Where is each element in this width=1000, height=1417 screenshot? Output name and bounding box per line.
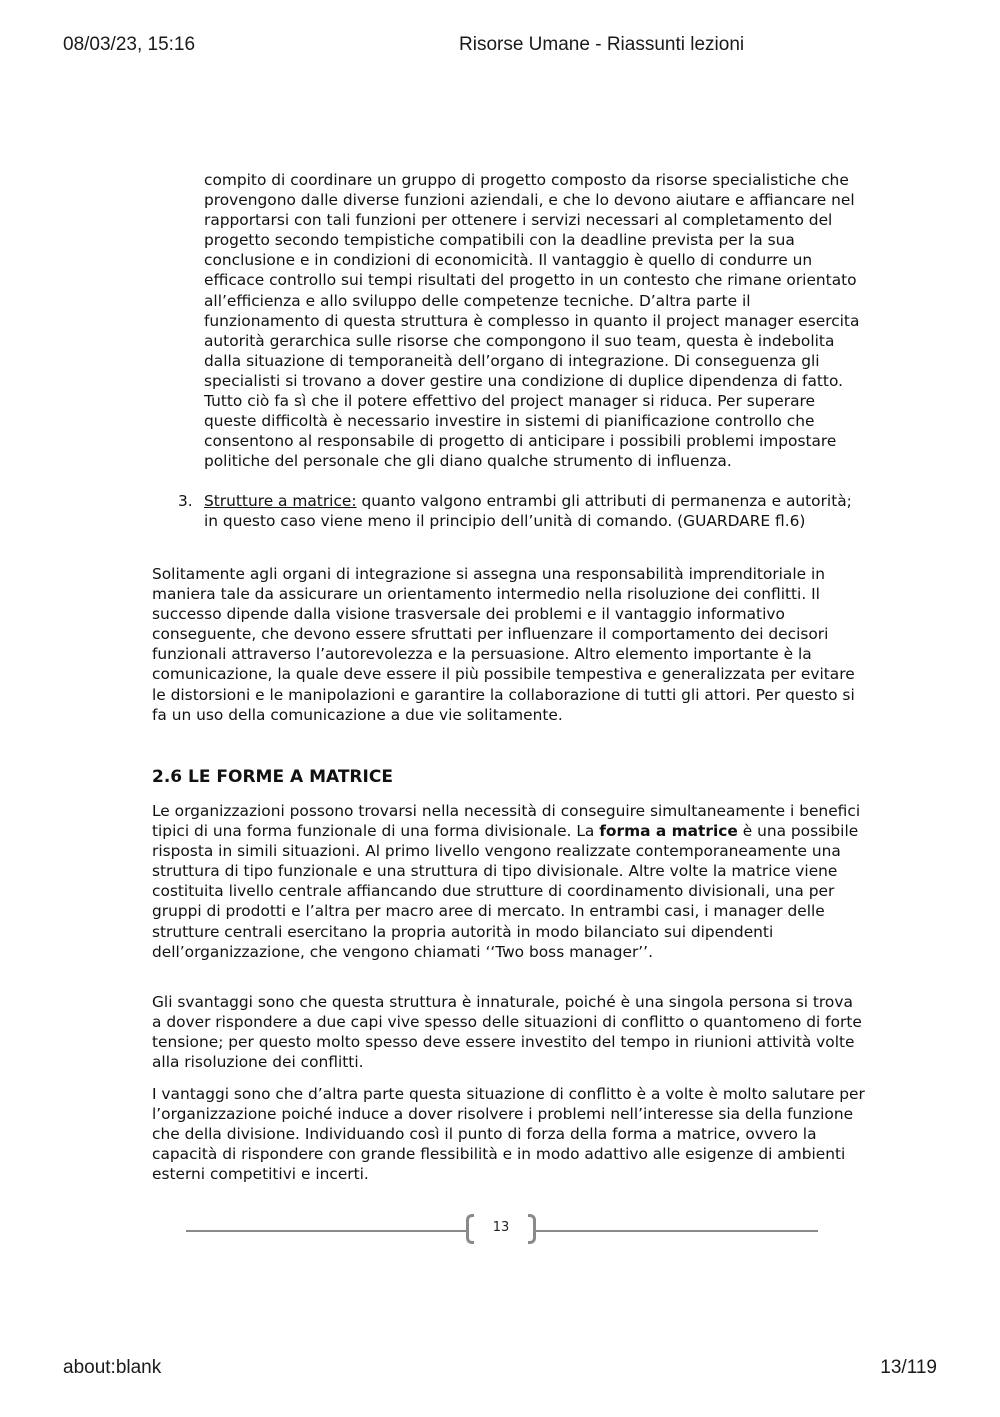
list-item-3-term: Strutture a matrice: — [204, 492, 357, 510]
print-header-datetime: 08/03/23, 15:16 — [63, 34, 196, 55]
paragraph-disadvantages — [152, 992, 867, 1072]
paragraph-matrix-text-start: Le organizzazioni possono trovarsi nella necessità di conseguire simultaneamente i benefici tipici di una forma funzionale di una forma divisionale. La — [152, 802, 861, 841]
print-header-title: Risorse Umane - Riassunti lezioni — [459, 34, 745, 55]
page-number: 13 — [492, 1220, 510, 1235]
list-item-2-text: compito di coordinare un gruppo di progetto composto da risorse specialistiche che provengono dalle diverse funzioni aziendali, e che lo devono aiutare e affiancare nel rapportarsi con tali funzioni per ottenere i servizi necessari al completamento del progetto secondo tempistiche compatibili con la deadline prevista per la sua conclusione e in condizioni di economicità. Il vantaggio è quello di condurre un efficace controllo sui tempi risultati del progetto in un contesto che rimane orientato all’efficienza e allo sviluppo delle competenze tecniche. D’altra parte il funzionamento di questa struttura è complesso in quanto il project manager esercita autorità gerarchica sulle risorse che compongono il suo team, questa è indebolita dalla situazione di temporaneità dell’organo di integrazione. Di conseguenza gli specialisti si trovano a dover gestire una condizione di duplice dipendenza di fatto. Tutto ciò fa sì che il potere effettivo del project manager si riduca. Per superare queste difficoltà è necessario investire in sistemi di pianificazione controllo che consentono al responsabile di progetto di anticipare i possibili problemi impostare politiche del personale che gli diano qualche strumento di influenza. — [204, 171, 860, 471]
paragraph-advantages — [152, 1084, 867, 1184]
section-heading: 2.6 LE FORME A MATRICE — [152, 767, 393, 787]
footer-rule-left — [186, 1230, 466, 1232]
paragraph-advantages-text: I vantaggi sono che d’altra parte questa situazione di conflitto è a volte è molto salutare per l’organizzazione poiché induce a dover risolvere i problemi nell’interesse sia della funzione che della divisione. Individuando così il punto di forza della forma a matrice, ovvero la capacità di rispondere con grande flessibilità e in modo adattivo alle esigenze di ambienti esterni competitivi e incerti. — [152, 1085, 865, 1184]
paragraph-matrix-text-end: è una possibile risposta in simili situazioni. Al primo livello vengono realizzate contemporaneamente una struttura di tipo funzionale e una struttura di tipo divisionale. Altre volte la matrice viene costituita livello centrale affiancando due strutture di coordinamento divisionali, una per gruppi di prodotti e l’altra per macro aree di mercato. In entrambi casi, i manager delle strutture centrali esercitano la propria autorità in modo bilanciato sui dipendenti dell’organizzazione, che vengono chiamati ‘‘Two boss manager’’. — [152, 822, 859, 961]
footer-rule-right — [536, 1230, 818, 1232]
list-item-2-continuation — [204, 170, 864, 471]
paragraph-matrix-bold-term: forma a matrice — [599, 822, 738, 841]
list-item-3-number: 3. — [178, 492, 193, 510]
page-number-bracket-right — [528, 1214, 536, 1244]
print-footer-page-count: 13/119 — [880, 1357, 937, 1378]
paragraph-disadvantages-text: Gli svantaggi sono che questa struttura è innaturale, poiché è una singola persona si trova a dover rispondere a due capi vive spesso delle situazioni di conflitto o quantomeno di forte tensione; per questo molto spesso deve essere investito del tempo in riunioni attività volte alla risoluzione dei conflitti. — [152, 993, 862, 1072]
list-item-3-text: quanto valgono entrambi gli attributi di permanenza e autorità; in questo caso viene meno il principio dell’unità di comando. (GUARDARE fl.6) — [204, 492, 852, 531]
page-number-bracket-left — [466, 1214, 474, 1244]
paragraph-matrix — [152, 801, 867, 962]
paragraph-integration-text: Solitamente agli organi di integrazione si assegna una responsabilità imprenditoriale in maniera tale da assicurare un orientamento intermedio nella risoluzione dei conflitti. Il successo dipende dalla visione trasversale dei problemi e il vantaggio informativo conseguente, che devono essere sfruttati per influenzare il comportamento dei decisori funzionali attraverso l’autorevolezza e la persuasione. Altro elemento importante è la comunicazione, la quale deve essere il più possibile tempestiva e generalizzata per evitare le distorsioni e le manipolazioni e garantire la collaborazione di tutti gli attori. Per questo si fa un uso della comunicazione a due vie solitamente. — [152, 565, 855, 724]
print-footer-url: about:blank — [63, 1357, 162, 1378]
paragraph-integration — [152, 564, 867, 725]
list-item-3 — [204, 491, 864, 531]
